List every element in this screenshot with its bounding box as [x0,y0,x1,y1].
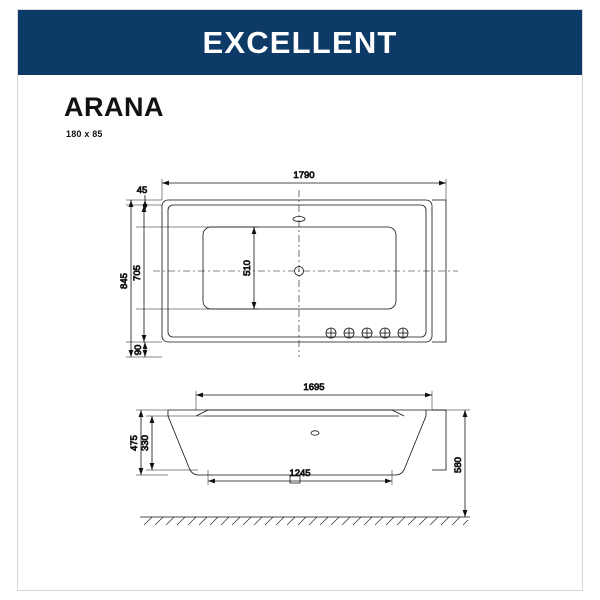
dim-label-1695: 1695 [303,382,325,393]
front-view-group [129,382,470,525]
dim-label-845: 845 [119,273,130,289]
top-view-group [119,170,458,357]
jets-group [326,328,408,338]
top-view-extension-lines [126,179,446,357]
dim-label-90: 90 [133,344,144,356]
dim-330 [140,416,154,470]
product-size-label: 180 x 85 [66,129,103,139]
tub-inner-rim [168,205,426,337]
dim-580 [453,410,467,517]
dim-705 [132,205,146,342]
dim-label-510: 510 [242,260,253,276]
front-right-panel [432,410,446,470]
dim-label-45: 45 [136,185,148,196]
front-overflow [311,431,319,435]
dim-label-475: 475 [129,435,140,451]
front-rim-bevel [196,410,404,416]
dim-label-330: 330 [140,435,151,451]
dim-1245 [208,468,392,483]
dim-label-1790: 1790 [293,170,315,181]
technical-drawing [18,145,582,590]
brand-name: EXCELLENT [202,24,398,60]
page-title: ARANA [64,92,164,122]
dim-1695 [196,382,432,397]
dim-45 [137,185,148,211]
dim-label-1245: 1245 [289,468,311,479]
top-view-centerlines [153,190,458,357]
brand-logo [18,10,582,75]
dim-90 [133,342,147,357]
dim-label-580: 580 [453,457,464,473]
brand-header [18,10,582,75]
tub-basin [203,227,396,309]
front-body-profile [168,410,426,475]
floor-hatching [144,517,468,525]
dim-label-705: 705 [132,265,143,281]
dim-510 [242,227,256,309]
drawing-svg [18,145,582,590]
dim-1790 [162,170,446,185]
